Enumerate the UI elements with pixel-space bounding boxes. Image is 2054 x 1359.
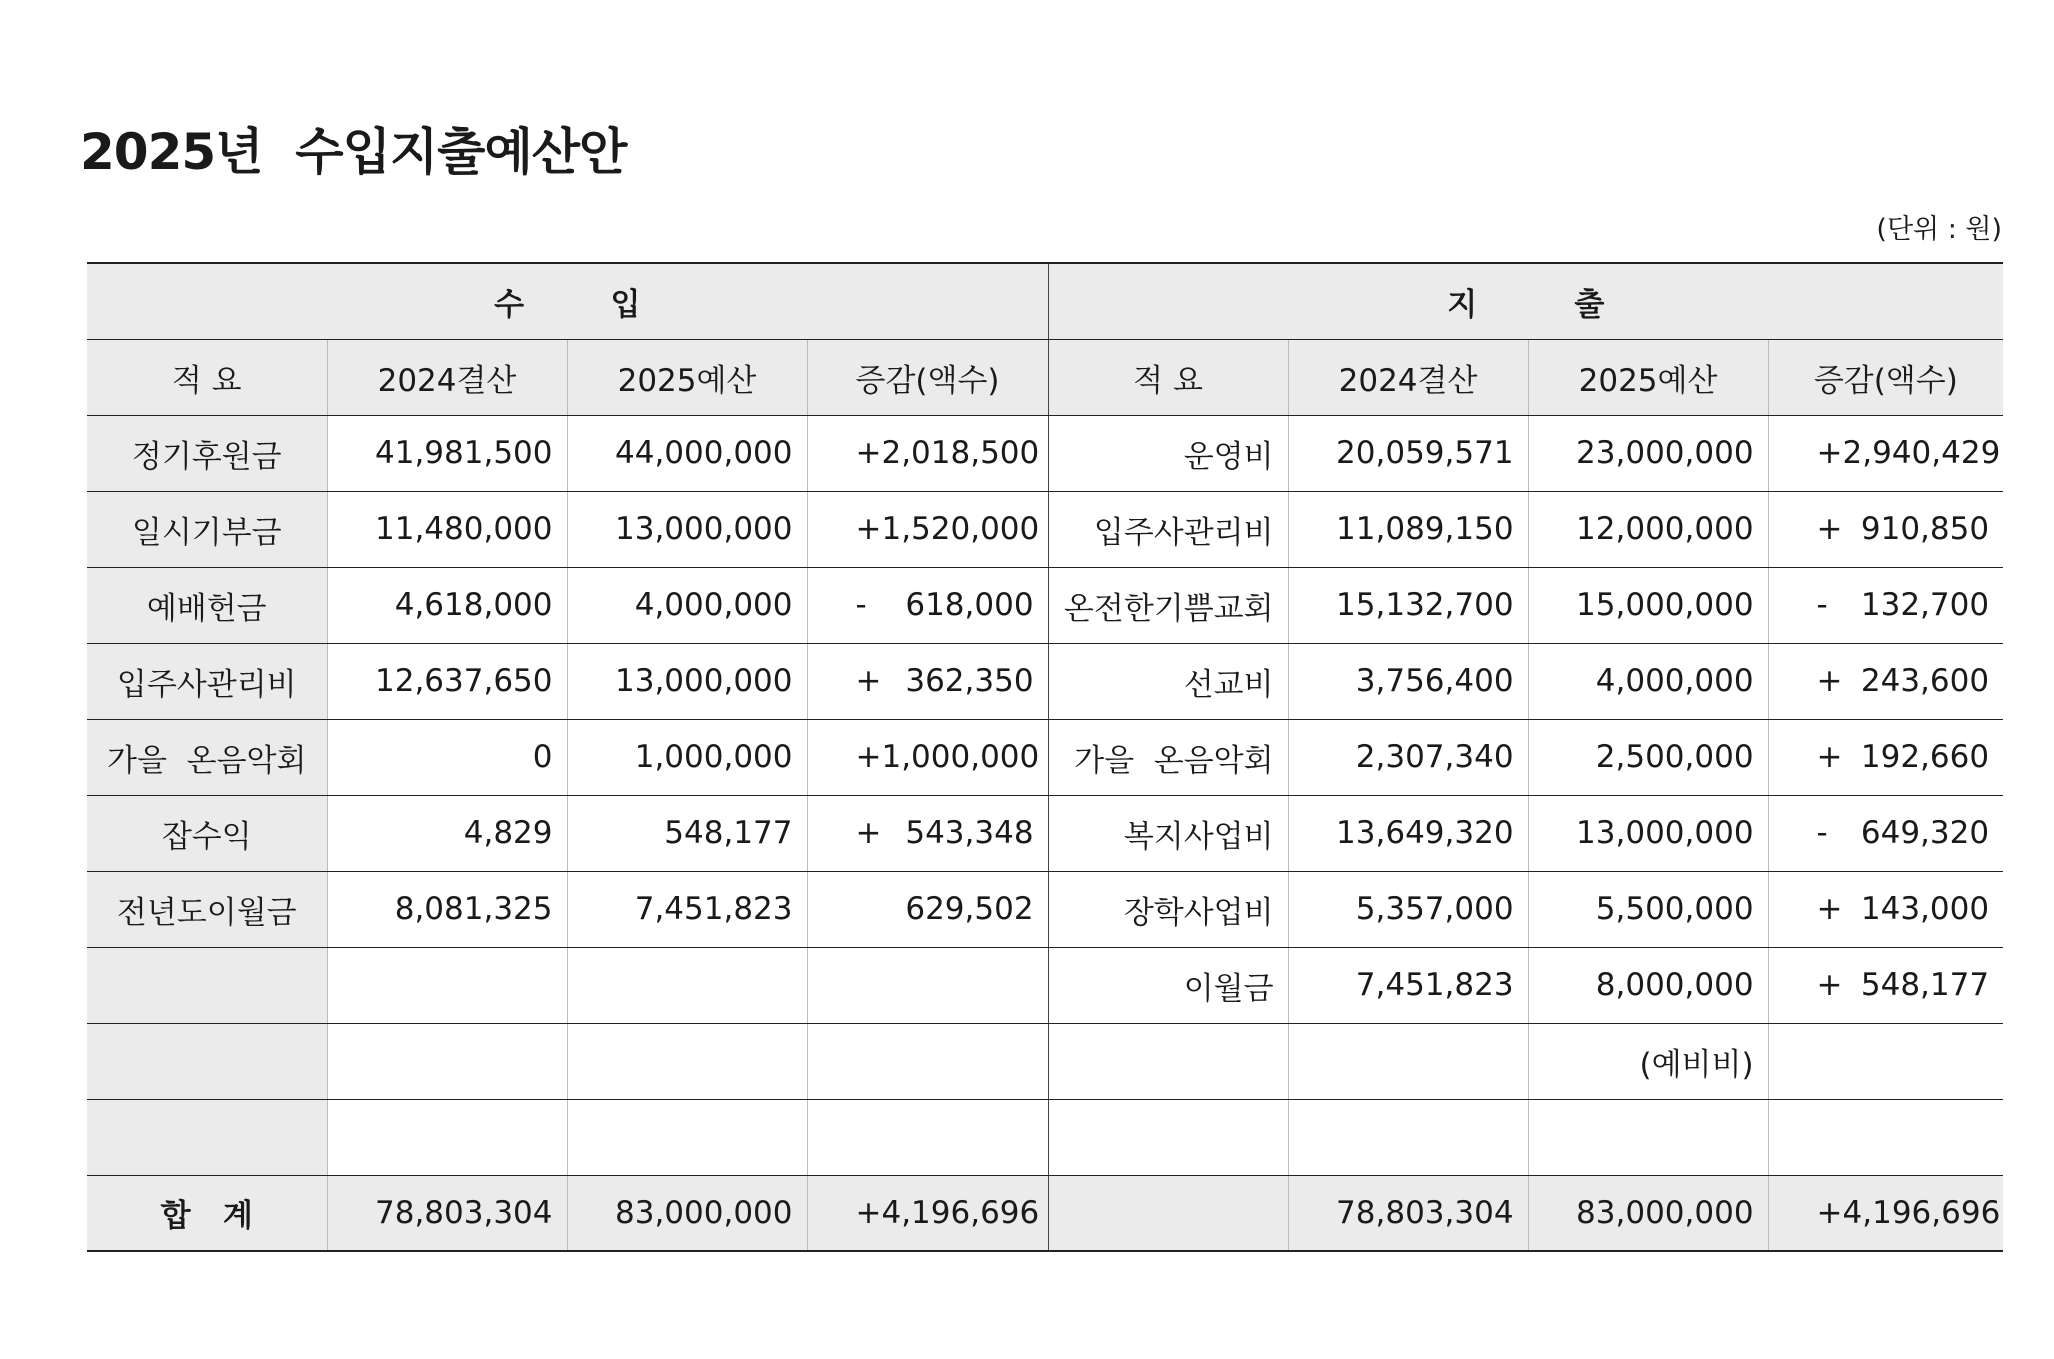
- income-diff: [855, 511, 1040, 547]
- table-row: [87, 871, 2003, 947]
- income-col-header-diff: 증감(액수): [807, 339, 1048, 415]
- expense-2024: 3,756,400: [1288, 643, 1528, 719]
- budget-table: [87, 262, 2003, 1252]
- expense-diff-cell: [1768, 871, 2003, 947]
- income-diff-sign: -: [855, 587, 867, 623]
- income-diff-cell: [807, 871, 1048, 947]
- expense-total-amount: 4,196,696: [1842, 1194, 2001, 1231]
- expense-item: 온전한기쁨교회: [1048, 567, 1288, 643]
- income-diff-cell: [807, 719, 1048, 795]
- income-diff-cell: [807, 947, 1048, 1023]
- expense-2025: (예비비): [1528, 1023, 1768, 1099]
- income-2024: 4,829: [327, 795, 567, 871]
- expense-2025: 23,000,000: [1528, 415, 1768, 491]
- income-diff: [856, 815, 1034, 851]
- income-total-sign: +: [855, 1194, 882, 1231]
- expense-item: 입주사관리비: [1048, 491, 1288, 567]
- income-section-header: 수 입: [87, 263, 1048, 339]
- income-diff-cell: [807, 567, 1048, 643]
- expense-diff-amount: 548,177: [1860, 967, 1990, 1003]
- income-2025: 13,000,000: [567, 491, 807, 567]
- income-item: 일시기부금: [87, 491, 327, 567]
- income-diff-amount: 362,350: [905, 663, 1034, 699]
- income-diff-amount: 543,348: [905, 815, 1034, 851]
- expense-diff-sign: +: [1816, 967, 1843, 1003]
- expense-diff-cell: [1768, 719, 2003, 795]
- income-diff-sign: +: [855, 739, 882, 775]
- expense-2025: 12,000,000: [1528, 491, 1768, 567]
- expense-diff: [1816, 435, 2001, 471]
- income-2025: 13,000,000: [567, 643, 807, 719]
- expense-diff: [1817, 891, 1990, 927]
- unit-note: (단위 : 원): [1876, 214, 2002, 245]
- income-diff-sign: +: [855, 511, 882, 547]
- income-2024: 4,618,000: [327, 567, 567, 643]
- income-diff-amount: 2,018,500: [881, 435, 1040, 471]
- expense-diff-cell: [1768, 643, 2003, 719]
- expense-col-header-item: 적 요: [1048, 339, 1288, 415]
- expense-2025: 13,000,000: [1528, 795, 1768, 871]
- expense-diff-sign: +: [1816, 891, 1843, 927]
- expense-diff: [1817, 587, 1990, 623]
- income-total-2024: 78,803,304: [327, 1175, 567, 1251]
- income-total-diff: [807, 1175, 1048, 1251]
- expense-diff-cell: [1768, 491, 2003, 567]
- expense-diff-amount: 910,850: [1860, 511, 1990, 547]
- table-row: [87, 1099, 2003, 1175]
- income-diff-cell: [807, 795, 1048, 871]
- income-diff-amount: 618,000: [905, 587, 1034, 623]
- income-2024: 11,480,000: [327, 491, 567, 567]
- expense-2024: [1288, 1023, 1528, 1099]
- table-row: [87, 719, 2003, 795]
- expense-total-diff: [1768, 1175, 2003, 1251]
- expense-item: 가을 온음악회: [1048, 719, 1288, 795]
- expense-total-2025: 83,000,000: [1528, 1175, 1768, 1251]
- expense-2024: [1288, 1099, 1528, 1175]
- expense-2025: 15,000,000: [1528, 567, 1768, 643]
- income-diff-sign: +: [855, 815, 882, 851]
- expense-diff-amount: 649,320: [1860, 815, 1990, 851]
- section-header-row: [87, 263, 2003, 339]
- income-col-header-2025: 2025예산: [567, 339, 807, 415]
- expense-item: 운영비: [1048, 415, 1288, 491]
- expense-diff-sign: +: [1816, 663, 1843, 699]
- expense-item: [1048, 1023, 1288, 1099]
- income-diff-cell: [807, 491, 1048, 567]
- expense-diff-amount: 143,000: [1860, 891, 1990, 927]
- income-item: 가을 온음악회: [87, 719, 327, 795]
- income-2024: 0: [327, 719, 567, 795]
- income-diff: [856, 587, 1034, 623]
- income-2024: [327, 947, 567, 1023]
- income-2025: 7,451,823: [567, 871, 807, 947]
- expense-2024: 5,357,000: [1288, 871, 1528, 947]
- expense-2024: 2,307,340: [1288, 719, 1528, 795]
- income-item: [87, 947, 327, 1023]
- income-total-2025: 83,000,000: [567, 1175, 807, 1251]
- expense-diff-sign: +: [1816, 435, 1843, 471]
- income-total-amount: 4,196,696: [881, 1194, 1040, 1231]
- income-item: 정기후원금: [87, 415, 327, 491]
- expense-total-2024: 78,803,304: [1288, 1175, 1528, 1251]
- expense-diff: [1817, 815, 1990, 851]
- income-item: [87, 1099, 327, 1175]
- expense-section-header: 지 출: [1048, 263, 2003, 339]
- expense-diff: [1817, 511, 1990, 547]
- income-diff-sign: +: [855, 435, 882, 471]
- expense-diff-sign: -: [1816, 587, 1828, 623]
- expense-col-header-diff: 증감(액수): [1768, 339, 2003, 415]
- income-2024: 41,981,500: [327, 415, 567, 491]
- total-row: [87, 1175, 2003, 1251]
- income-diff: [855, 435, 1040, 471]
- income-diff-amount: 1,000,000: [881, 739, 1040, 775]
- income-2024: 12,637,650: [327, 643, 567, 719]
- expense-diff-sign: +: [1816, 739, 1843, 775]
- expense-2024: 20,059,571: [1288, 415, 1528, 491]
- expense-2025: 4,000,000: [1528, 643, 1768, 719]
- expense-2025: 8,000,000: [1528, 947, 1768, 1023]
- expense-diff-cell: [1768, 567, 2003, 643]
- income-diff: [855, 739, 1040, 775]
- expense-diff-amount: 243,600: [1860, 663, 1990, 699]
- income-2025: [567, 1023, 807, 1099]
- expense-diff-cell: [1768, 1023, 2003, 1099]
- table-row: [87, 947, 2003, 1023]
- income-col-header-item: 적 요: [87, 339, 327, 415]
- table-row: [87, 491, 2003, 567]
- income-2025: [567, 1099, 807, 1175]
- income-diff-amount: 1,520,000: [881, 511, 1040, 547]
- income-diff: [856, 663, 1034, 699]
- income-diff-amount: 629,502: [905, 891, 1034, 927]
- income-diff-cell: [807, 1023, 1048, 1099]
- expense-2024: 13,649,320: [1288, 795, 1528, 871]
- page-title: 2025년 수입지출예산안: [80, 123, 627, 181]
- expense-item: [1048, 1099, 1288, 1175]
- income-item: 입주사관리비: [87, 643, 327, 719]
- expense-total-sign: +: [1816, 1194, 1843, 1231]
- income-diff-cell: [807, 1099, 1048, 1175]
- table-row: [87, 1023, 2003, 1099]
- expense-diff-cell: [1768, 1099, 2003, 1175]
- expense-diff-amount: 192,660: [1860, 739, 1990, 775]
- expense-col-header-2024: 2024결산: [1288, 339, 1528, 415]
- income-item: 전년도이월금: [87, 871, 327, 947]
- expense-diff-sign: -: [1816, 815, 1828, 851]
- expense-diff-amount: 2,940,429: [1842, 435, 2001, 471]
- income-2025: [567, 947, 807, 1023]
- expense-diff-amount: 132,700: [1860, 587, 1990, 623]
- income-item: [87, 1023, 327, 1099]
- expense-2025: 5,500,000: [1528, 871, 1768, 947]
- expense-diff-cell: [1768, 795, 2003, 871]
- income-2024: [327, 1099, 567, 1175]
- expense-item: 복지사업비: [1048, 795, 1288, 871]
- income-diff: [856, 891, 1034, 927]
- income-diff-cell: [807, 643, 1048, 719]
- income-2025: 4,000,000: [567, 567, 807, 643]
- total-label: 합 계: [87, 1175, 327, 1251]
- table-row: [87, 795, 2003, 871]
- expense-diff: [1817, 967, 1990, 1003]
- expense-total-label: [1048, 1175, 1288, 1251]
- expense-diff-cell: [1768, 947, 2003, 1023]
- expense-col-header-2025: 2025예산: [1528, 339, 1768, 415]
- income-diff-sign: +: [855, 663, 882, 699]
- income-item: 예배헌금: [87, 567, 327, 643]
- income-col-header-2024: 2024결산: [327, 339, 567, 415]
- income-2025: 1,000,000: [567, 719, 807, 795]
- income-2025: 548,177: [567, 795, 807, 871]
- table-row: [87, 415, 2003, 491]
- income-item: 잡수익: [87, 795, 327, 871]
- expense-diff: [1817, 739, 1990, 775]
- expense-diff-sign: +: [1816, 511, 1843, 547]
- income-diff-cell: [807, 415, 1048, 491]
- expense-item: 선교비: [1048, 643, 1288, 719]
- expense-2024: 15,132,700: [1288, 567, 1528, 643]
- column-header-row: [87, 339, 2003, 415]
- expense-2024: 7,451,823: [1288, 947, 1528, 1023]
- expense-2025: [1528, 1099, 1768, 1175]
- table-row: [87, 643, 2003, 719]
- expense-diff-cell: [1768, 415, 2003, 491]
- expense-item: 이월금: [1048, 947, 1288, 1023]
- expense-item: 장학사업비: [1048, 871, 1288, 947]
- income-2024: [327, 1023, 567, 1099]
- table-row: [87, 567, 2003, 643]
- income-2025: 44,000,000: [567, 415, 807, 491]
- expense-diff: [1817, 663, 1990, 699]
- expense-2025: 2,500,000: [1528, 719, 1768, 795]
- expense-2024: 11,089,150: [1288, 491, 1528, 567]
- income-2024: 8,081,325: [327, 871, 567, 947]
